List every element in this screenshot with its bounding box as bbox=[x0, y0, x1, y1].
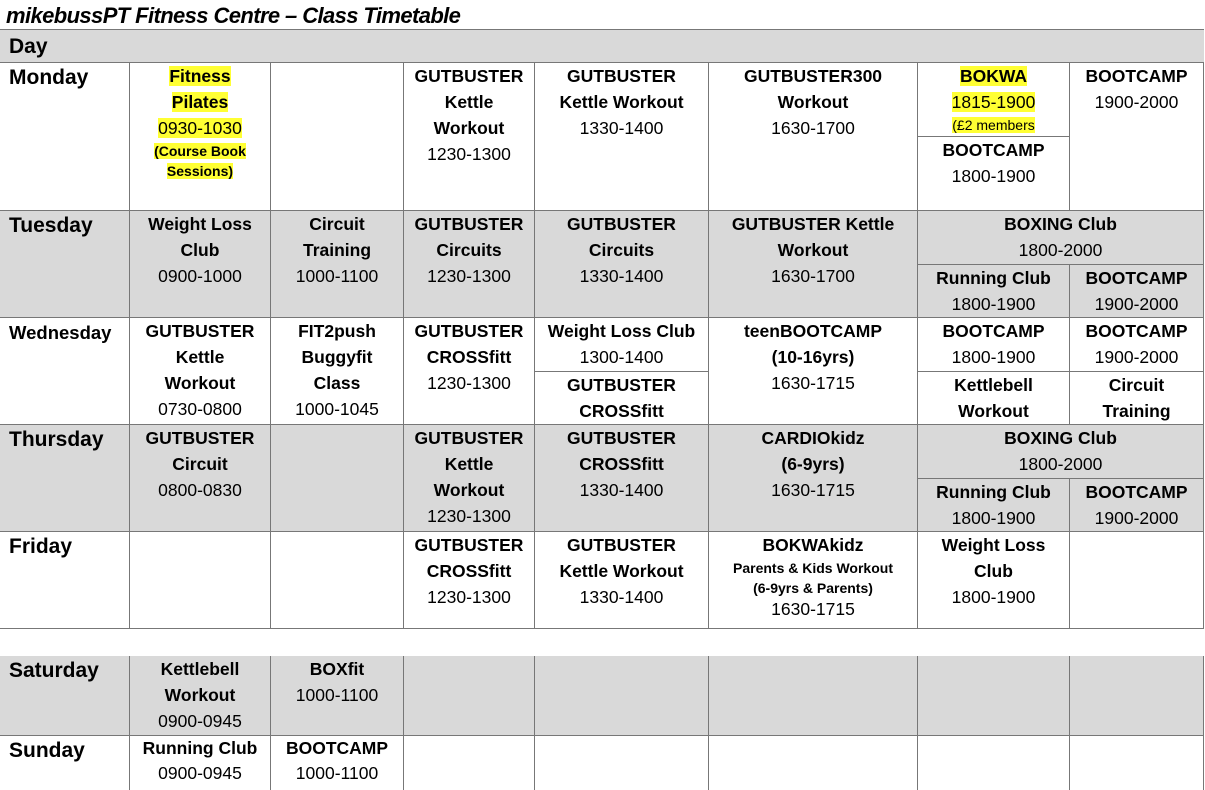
empty-cell bbox=[271, 63, 404, 211]
class-cell bbox=[271, 656, 404, 736]
class-name: GUTBUSTER bbox=[567, 214, 676, 234]
class-time: 1800-1900 bbox=[951, 587, 1036, 607]
class-name: Workout bbox=[433, 118, 505, 138]
class-name: BOKWA bbox=[959, 66, 1028, 86]
empty-cell bbox=[535, 736, 709, 790]
class-name: BOOTCAMP bbox=[942, 321, 1045, 341]
class-cell bbox=[918, 479, 1070, 532]
class-name: Training bbox=[1102, 401, 1171, 421]
class-cell bbox=[404, 211, 535, 318]
class-time: 1330-1400 bbox=[579, 480, 664, 500]
class-name: Running Club bbox=[936, 482, 1051, 502]
class-cell bbox=[709, 532, 918, 629]
class-time: 1330-1400 bbox=[579, 587, 664, 607]
class-cell bbox=[271, 318, 404, 425]
class-name: BOOTCAMP bbox=[1085, 482, 1188, 502]
class-cell bbox=[130, 211, 271, 318]
class-name: Workout bbox=[958, 401, 1029, 421]
class-cell bbox=[709, 211, 918, 318]
day-label-monday: Monday bbox=[0, 63, 130, 211]
class-cell bbox=[1070, 318, 1204, 372]
class-time: 1800-2000 bbox=[1018, 240, 1103, 260]
class-name: BOXING Club bbox=[1004, 214, 1117, 234]
class-name: BOXING Club bbox=[1004, 428, 1117, 448]
empty-cell bbox=[404, 736, 535, 790]
class-name: GUTBUSTER Kettle bbox=[731, 214, 895, 234]
class-time: 1230-1300 bbox=[427, 373, 511, 393]
class-name: CROSSfitt bbox=[426, 347, 512, 367]
timetable-grid bbox=[0, 63, 1204, 629]
class-cell bbox=[1070, 479, 1204, 532]
empty-cell bbox=[130, 532, 271, 629]
class-cell bbox=[535, 211, 709, 318]
class-name: Kettlebell bbox=[160, 659, 240, 679]
class-cell bbox=[709, 63, 918, 211]
class-name: Workout bbox=[777, 92, 849, 112]
empty-cell bbox=[1070, 656, 1204, 736]
class-cell bbox=[404, 63, 535, 211]
class-time: 1230-1300 bbox=[427, 506, 511, 526]
class-cell bbox=[918, 265, 1070, 318]
class-name: GUTBUSTER bbox=[145, 321, 255, 341]
class-time: 1630-1700 bbox=[771, 118, 855, 138]
class-cell bbox=[535, 372, 709, 425]
class-name: (6-9yrs) bbox=[781, 454, 845, 474]
class-name: Circuit bbox=[1108, 375, 1165, 395]
class-time: 0900-0945 bbox=[158, 763, 242, 783]
class-time: 1630-1715 bbox=[771, 373, 855, 393]
class-cell bbox=[130, 656, 271, 736]
class-time: 1630-1715 bbox=[771, 480, 855, 500]
empty-cell bbox=[918, 736, 1070, 790]
class-time: 1900-2000 bbox=[1094, 294, 1179, 314]
day-label-saturday: Saturday bbox=[0, 656, 130, 736]
class-time: 1330-1400 bbox=[579, 118, 664, 138]
empty-cell bbox=[709, 656, 918, 736]
class-subtitle: Parents & Kids Workout bbox=[733, 560, 893, 576]
class-name: Club bbox=[180, 240, 220, 260]
class-time: 1230-1300 bbox=[427, 587, 511, 607]
class-name: teenBOOTCAMP bbox=[743, 321, 883, 341]
day-label-tuesday: Tuesday bbox=[0, 211, 130, 318]
class-cell-bokwa bbox=[918, 63, 1070, 137]
class-time: 1230-1300 bbox=[427, 144, 511, 164]
class-name: Workout bbox=[164, 685, 236, 705]
class-time: 1800-1900 bbox=[951, 347, 1036, 367]
class-time: 1000-1100 bbox=[295, 266, 379, 286]
class-cell bbox=[404, 318, 535, 425]
class-name: Training bbox=[302, 240, 372, 260]
class-time: 1800-1900 bbox=[951, 294, 1036, 314]
class-cell bbox=[404, 532, 535, 629]
class-cell bbox=[1070, 265, 1204, 318]
class-time: 1000-1100 bbox=[295, 763, 379, 783]
weekend-grid bbox=[0, 656, 1204, 790]
class-cell bbox=[130, 736, 271, 790]
class-name: Circuit bbox=[172, 454, 228, 474]
class-name: Buggyfit bbox=[301, 347, 373, 367]
class-cell bbox=[535, 318, 709, 372]
empty-cell bbox=[271, 425, 404, 532]
empty-cell bbox=[1070, 532, 1204, 629]
class-name: Class bbox=[313, 373, 361, 393]
class-name: CROSSfitt bbox=[579, 401, 664, 421]
class-time: 1800-2000 bbox=[1018, 454, 1103, 474]
class-name: GUTBUSTER bbox=[567, 428, 676, 448]
class-subtitle: (6-9yrs & Parents) bbox=[753, 580, 873, 596]
class-name: Circuit bbox=[309, 214, 365, 234]
class-name: Kettle Workout bbox=[559, 561, 684, 581]
class-time: 1900-2000 bbox=[1094, 347, 1179, 367]
class-name: GUTBUSTER bbox=[414, 66, 524, 86]
day-label-thursday: Thursday bbox=[0, 425, 130, 532]
class-name: Weight Loss Club bbox=[547, 321, 696, 341]
class-name: BOOTCAMP bbox=[942, 140, 1045, 160]
class-name: BOOTCAMP bbox=[1085, 66, 1188, 86]
class-name: Fitness bbox=[169, 66, 231, 86]
day-label-sunday: Sunday bbox=[0, 736, 130, 790]
class-cell bbox=[918, 137, 1070, 211]
class-time: 0730-0800 bbox=[158, 399, 242, 419]
class-cell bbox=[130, 425, 271, 532]
class-name: Club bbox=[974, 561, 1013, 581]
empty-cell bbox=[709, 736, 918, 790]
class-name: GUTBUSTER bbox=[414, 321, 524, 341]
class-cell bbox=[404, 425, 535, 532]
class-name: Kettle bbox=[444, 92, 494, 112]
class-name: Circuits bbox=[588, 240, 655, 260]
class-cell bbox=[271, 736, 404, 790]
day-label-friday: Friday bbox=[0, 532, 130, 629]
class-name: GUTBUSTER bbox=[414, 428, 524, 448]
class-name: Running Club bbox=[142, 738, 258, 758]
class-cell bbox=[918, 211, 1204, 265]
class-name: BOOTCAMP bbox=[285, 738, 389, 758]
empty-cell bbox=[404, 656, 535, 736]
class-time: 1630-1700 bbox=[771, 266, 855, 286]
class-cell bbox=[130, 318, 271, 425]
class-name: GUTBUSTER300 bbox=[743, 66, 883, 86]
class-time: 1300-1400 bbox=[579, 347, 664, 367]
class-note: (Course Book bbox=[154, 143, 246, 159]
class-name: GUTBUSTER bbox=[414, 214, 524, 234]
class-cell bbox=[1070, 372, 1204, 425]
class-time: 1230-1300 bbox=[427, 266, 511, 286]
class-name: Workout bbox=[777, 240, 849, 260]
class-name: BOOTCAMP bbox=[1085, 321, 1188, 341]
class-cell bbox=[918, 318, 1070, 372]
class-name: GUTBUSTER bbox=[145, 428, 255, 448]
class-name: Running Club bbox=[936, 268, 1051, 288]
class-cell bbox=[1070, 63, 1204, 211]
class-name: Kettle bbox=[175, 347, 225, 367]
class-name: Kettle Workout bbox=[559, 92, 684, 112]
day-column-header: Day bbox=[0, 30, 1204, 63]
class-name: CARDIOkidz bbox=[761, 428, 865, 448]
class-name: (10-16yrs) bbox=[771, 347, 855, 367]
class-name: Circuits bbox=[436, 240, 502, 260]
class-cell bbox=[918, 532, 1070, 629]
class-cell-fitness-pilates bbox=[130, 63, 271, 211]
class-name: FIT2push bbox=[298, 321, 376, 341]
class-name: CROSSfitt bbox=[426, 561, 512, 581]
class-name: Workout bbox=[164, 373, 236, 393]
empty-cell bbox=[271, 532, 404, 629]
class-time: 0900-0945 bbox=[158, 711, 242, 731]
class-time: 1000-1045 bbox=[295, 399, 379, 419]
class-name: Weight Loss bbox=[941, 535, 1046, 555]
class-name: BOOTCAMP bbox=[1085, 268, 1188, 288]
class-time: 1815-1900 bbox=[951, 92, 1036, 112]
class-time: 1630-1715 bbox=[771, 599, 855, 619]
class-name: Kettle bbox=[444, 454, 494, 474]
class-cell bbox=[535, 532, 709, 629]
class-time: 0800-0830 bbox=[158, 480, 242, 500]
empty-cell bbox=[1070, 736, 1204, 790]
class-name: GUTBUSTER bbox=[414, 535, 524, 555]
class-name: Weight Loss bbox=[148, 214, 252, 234]
class-time: 1800-1900 bbox=[951, 166, 1036, 186]
class-time: 1800-1900 bbox=[951, 508, 1036, 528]
class-name: BOXfit bbox=[309, 659, 365, 679]
class-name: GUTBUSTER bbox=[567, 66, 676, 86]
class-time: 1000-1100 bbox=[295, 685, 379, 705]
class-time: 1900-2000 bbox=[1094, 92, 1179, 112]
class-note: (£2 members bbox=[952, 117, 1035, 133]
class-cell bbox=[918, 425, 1204, 479]
class-name: GUTBUSTER bbox=[567, 375, 676, 395]
class-name: Pilates bbox=[171, 92, 229, 112]
class-cell bbox=[709, 318, 918, 425]
class-name: Kettlebell bbox=[954, 375, 1033, 395]
class-time: 1900-2000 bbox=[1094, 508, 1179, 528]
class-note: Sessions) bbox=[166, 163, 234, 179]
class-cell bbox=[271, 211, 404, 318]
empty-cell bbox=[535, 656, 709, 736]
class-cell bbox=[535, 63, 709, 211]
class-cell bbox=[709, 425, 918, 532]
class-name: GUTBUSTER bbox=[567, 535, 676, 555]
class-name: CROSSfitt bbox=[579, 454, 664, 474]
class-name: BOKWAkidz bbox=[762, 535, 864, 555]
class-time: 0900-1000 bbox=[158, 266, 242, 286]
class-time: 1330-1400 bbox=[579, 266, 664, 286]
page-title: mikebussPT Fitness Centre – Class Timetable bbox=[0, 0, 1204, 30]
class-cell bbox=[918, 372, 1070, 425]
class-cell bbox=[535, 425, 709, 532]
class-time: 0930-1030 bbox=[158, 118, 242, 138]
day-label-wednesday: Wednesday bbox=[0, 318, 130, 425]
empty-cell bbox=[918, 656, 1070, 736]
class-name: Workout bbox=[433, 480, 505, 500]
